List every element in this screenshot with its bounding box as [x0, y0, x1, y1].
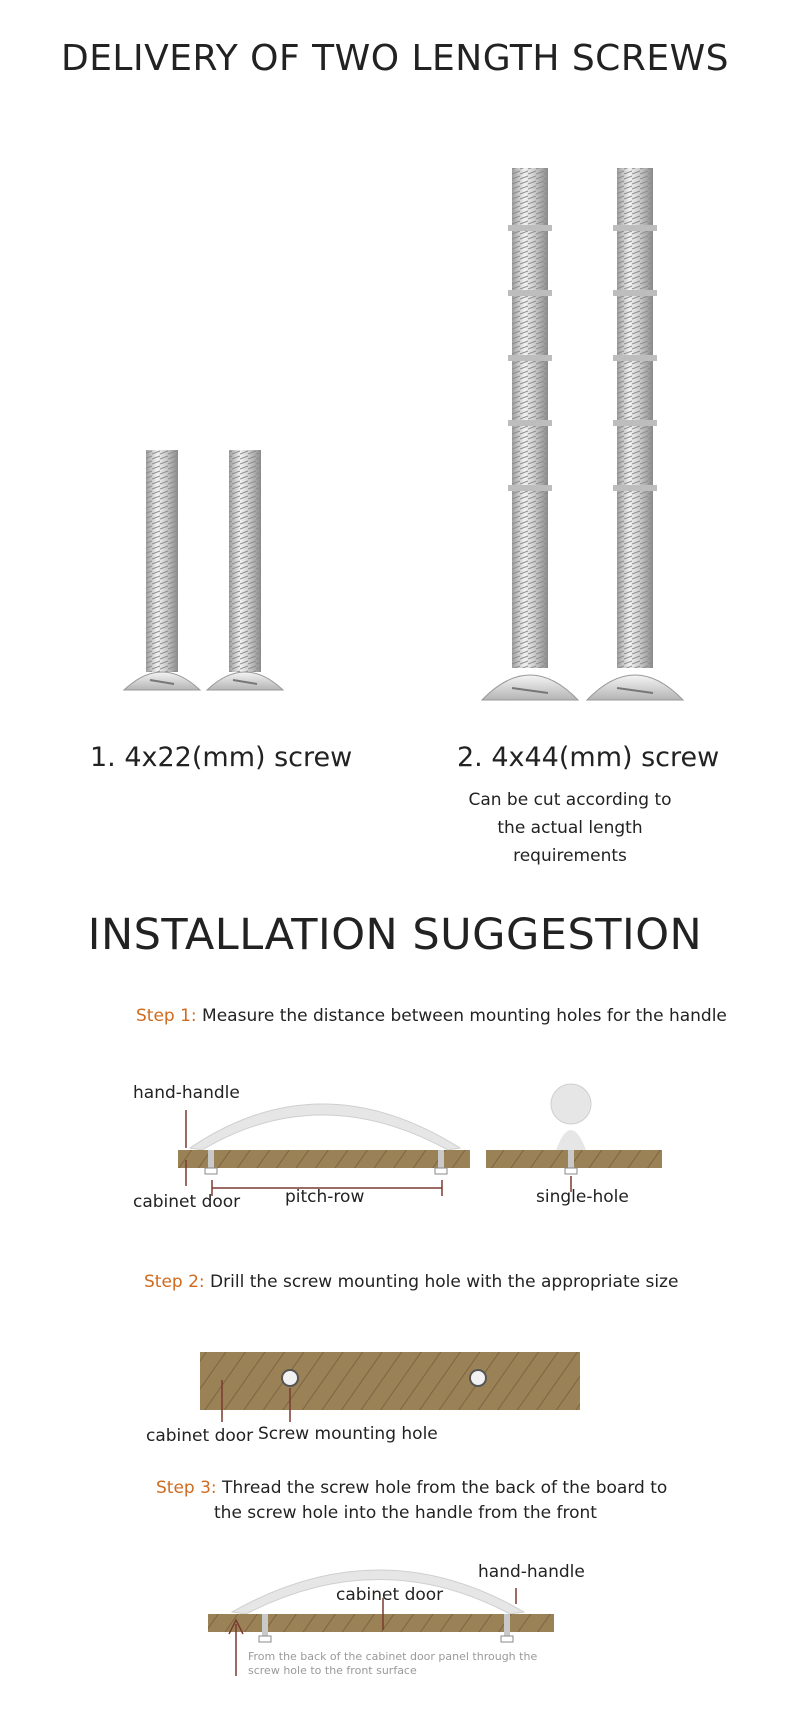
step2-text [144, 1272, 678, 1292]
long-screw-note [440, 786, 700, 870]
step3-hand-handle-label: hand-handle [478, 1562, 585, 1582]
installation-title: INSTALLATION SUGGESTION [87, 910, 703, 960]
step3-desc-line1: Thread the screw hole from the back of the board to [216, 1478, 668, 1498]
step2-cabinet-door-label: cabinet door [146, 1426, 254, 1446]
step3-cabinet-door-label: cabinet door [336, 1585, 444, 1605]
step1-diagram [178, 1084, 662, 1196]
note-line-2: the actual length requirements [497, 818, 643, 866]
step3-desc-line2: the screw hole into the handle from the front [214, 1503, 597, 1523]
long-screw-2 [587, 168, 683, 700]
step3-text [156, 1476, 667, 1526]
step3-label: Step 3: [156, 1478, 217, 1498]
step3-note [248, 1650, 537, 1678]
step2-diagram [200, 1352, 580, 1422]
step2-desc: Drill the screw mounting hole with the appropriate size [204, 1272, 679, 1292]
long-screw-caption: 2. 4x44(mm) screw [457, 742, 720, 773]
step1-hand-handle-label: hand-handle [133, 1083, 240, 1103]
step1-text [136, 1006, 727, 1026]
step3-note-line-1: From the back of the cabinet door panel through the [248, 1650, 538, 1663]
step1-pitch-row-label: pitch-row [285, 1187, 365, 1207]
step2-screw-hole-label: Screw mounting hole [258, 1424, 438, 1444]
page-title: DELIVERY OF TWO LENGTH SCREWS [60, 38, 730, 79]
step2-label: Step 2: [144, 1272, 205, 1292]
short-screw-2 [207, 450, 283, 690]
short-screw-1 [124, 450, 200, 690]
step3-note-line-2: screw hole to the front surface [248, 1664, 417, 1677]
long-screw-1 [482, 168, 578, 700]
step1-cabinet-door-label: cabinet door [133, 1192, 241, 1212]
step1-single-hole-label: single-hole [536, 1187, 629, 1207]
short-screw-caption: 1. 4x22(mm) screw [90, 742, 353, 773]
note-line-1: Can be cut according to [468, 790, 672, 810]
step1-desc: Measure the distance between mounting holes for the handle [196, 1006, 727, 1026]
step1-label: Step 1: [136, 1006, 197, 1026]
